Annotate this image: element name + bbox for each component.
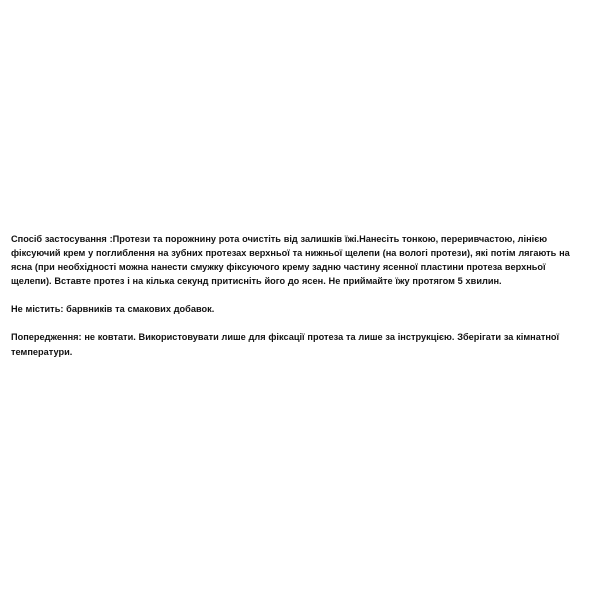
- usage-instructions-paragraph: Спосіб застосування :Протези та порожнину рота очистіть від залишків їжі.Нанесіть тонкою, переривчастою, лінією фіксуючий крем у поглиблення на зубних протезах верхньої та нижньої щелепи (на вологі протези), які потім лягають на ясна (при необхідності можна нанести смужку фіксуючого крему задню частину ясенної пластини протеза верхньої щелепи). Вставте протез і на кілька секунд притисніть його до ясен. Не приймайте їжу протягом 5 хвилин.: [11, 234, 570, 287]
- warning-paragraph: Попередження: не ковтати. Використовувати лише для фіксації протеза та лише за інструкцією. Зберігати за кімнатної температури.: [11, 332, 560, 357]
- contains-statement-paragraph: Не містить: барвників та смакових добавок.: [11, 304, 215, 315]
- product-instructions-block: [11, 232, 589, 359]
